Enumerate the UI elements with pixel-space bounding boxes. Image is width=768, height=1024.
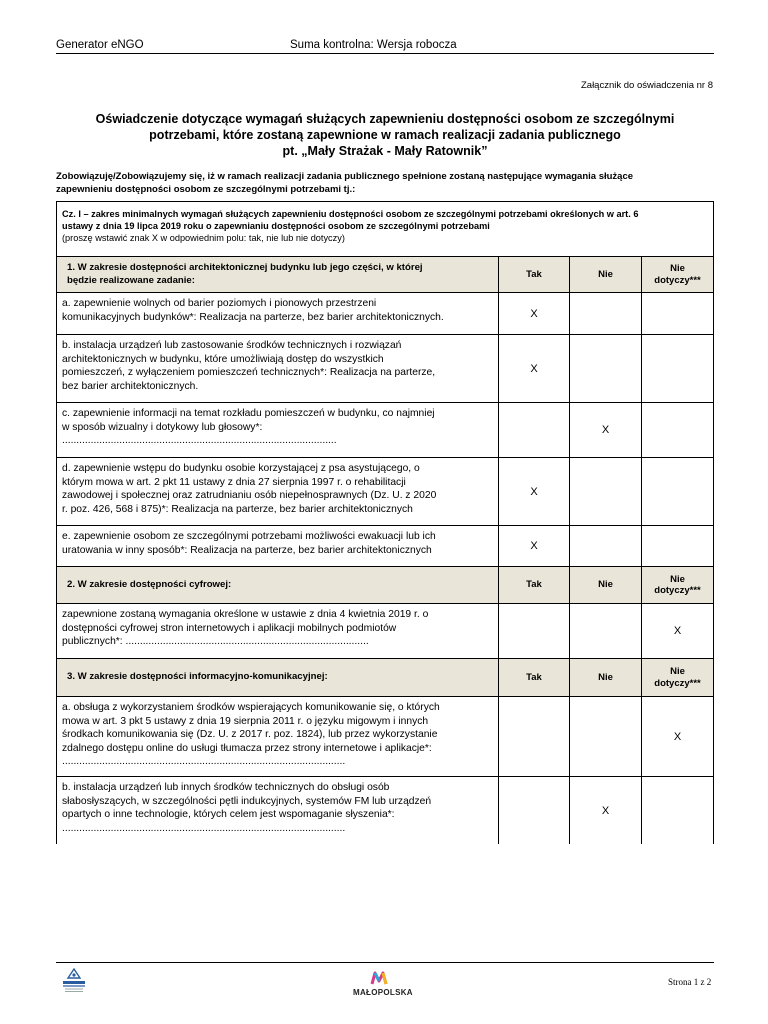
text-line: zdalnego dostępu online do usługi tłumacza przez strony internetowe i aplikacje*: [62,742,432,754]
column-no-header: Nie [570,257,642,292]
text-line: zapewnione zostaną wymagania określone w ustawie z dnia 4 kwietnia 2019 r. o [62,609,429,620]
text-line: architektonicznych w budynku, które umożliwiają dostęp do wszystkich [62,353,384,365]
na-cell [642,403,713,457]
na-label: dotyczy*** [654,585,701,596]
requirements-table [56,201,714,844]
column-yes-header: Tak [499,257,570,292]
no-cell [570,335,642,402]
na-label: Nie [670,573,685,585]
na-cell [642,335,713,402]
na-cell: X [673,730,682,743]
text-line: dostępności cyfrowej stron internetowych i aplikacji mobilnych podmiotów [62,622,397,634]
section-title [57,257,499,292]
yes-cell: X [499,293,570,334]
text-line: którym mowa w art. 2 pkt 11 ustawy z dnia 27 sierpnia 1997 r. o rehabilitacji [62,476,406,488]
text-line: r. poz. 426, 568 i 875)*: Realizacja na parterze, bez barier architektonicznych [62,503,413,515]
yes-cell: X [499,335,570,402]
section-title [57,659,499,696]
requirement-text [57,777,499,844]
title-line: pt. „Mały Strażak - Mały Ratownik” [282,144,488,158]
no-cell [570,604,642,658]
table-row [57,777,713,844]
text-line: b. instalacja urządzeń lub zastosowanie środków technicznych i rozwiązań [62,340,402,351]
text-line: e. zapewnienie osobom ze szczególnymi potrzebami możliwości ewakuacji lub ich [62,531,436,542]
na-label: Nie [670,666,685,677]
section-title-line: 3. W zakresie dostępności informacyjno-komunikacyjnej: [67,671,328,683]
column-yes-header: Tak [499,659,570,696]
text-line: publicznych*: ..................................................................................... [62,636,369,647]
column-na-header [642,567,713,603]
requirement-text [57,458,499,525]
column-no-header: Nie [570,659,642,696]
text-line: bez barier architektonicznych. [62,380,199,392]
document-title [80,111,690,159]
section-header [57,659,713,697]
delta-partner-logo-icon [59,966,89,996]
intro-line: Zobowiązuję/Zobowiązujemy się, iż w ramach realizacji zadania publicznego spełnione zostaną następujące wymagania służące [56,171,634,182]
table-row [57,293,713,335]
text-line: słabosłyszących, w szczególności pętli indukcyjnych, systemów FM lub urządzeń [62,795,432,807]
requirement-text [57,604,499,658]
requirement-text [57,697,499,776]
section-title-line: 1. W zakresie dostępności architektonicznej budynku lub jego części, w której [67,262,423,273]
no-cell [570,697,642,776]
page-header [56,38,714,54]
intro-text [56,171,706,196]
text-line: ................................................................................................... [62,756,346,767]
part-one-title: Cz. I – zakres minimalnych wymagań służących zapewnieniu dostępności osobom ze szczególnymi potrzebami określonych w art. 6 [62,209,639,219]
yes-cell [499,777,570,844]
text-line: d. zapewnienie wstępu do budynku osobie korzystającej z psa asystującego, o [62,463,420,474]
no-cell [570,458,642,525]
table-row [57,335,713,403]
page-number: Strona 1 z 2 [668,977,712,987]
yes-cell: X [499,526,570,566]
text-line: a. obsługa z wykorzystaniem środków wspierających komunikowanie się, o których [62,702,440,713]
part-one-note: (proszę wstawić znak X w odpowiednim polu: tak, nie lub nie dotyczy) [62,233,345,243]
title-line: Oświadczenie dotyczące wymagań służących zapewnieniu dostępności osobom ze szczególnymi [95,112,675,126]
na-cell [642,777,713,844]
yes-cell [499,604,570,658]
requirement-text [57,293,499,334]
text-line: a. zapewnienie wolnych od barier poziomych i pionowych przestrzeni [62,298,377,309]
na-cell [642,293,713,334]
table-row [57,604,713,659]
text-line: b. instalacja urządzeń lub innych środków technicznych do obsługi osób [62,782,390,793]
section-header [57,257,713,293]
section-header [57,567,713,604]
requirement-text [57,335,499,402]
table-row [57,526,713,567]
header-app-name: Generator eNGO [56,39,144,51]
na-label: dotyczy*** [654,677,701,689]
text-line: w sposób wizualny i dotykowy lub głosowy*: [62,421,263,433]
column-no-header: Nie [570,567,642,603]
title-line: potrzebami, które zostaną zapewnione w ramach realizacji zadania publicznego [149,128,621,142]
text-line: pomieszczeń, z wyłączeniem pomieszczeń technicznych*: Realizacja na parterze, [62,367,436,378]
table-row [57,697,713,777]
na-label: Nie [670,263,685,274]
part-one-title: ustawy z dnia 19 lipca 2019 roku o zapewnianiu dostępności osobom ze szczególnymi potrzebami [62,221,490,231]
text-line: środkach komunikowania się (Dz. U. z 2017 r. poz. 1824), lub przez wykorzystanie [62,729,438,740]
header-checksum: Suma kontrolna: Wersja robocza [290,39,457,51]
requirement-text [57,526,499,566]
na-cell [642,526,713,566]
na-cell: X [673,625,682,637]
text-line: uratowania w inny sposób*: Realizacja na parterze, bez barier architektonicznych [62,544,432,556]
footer-divider [56,962,714,963]
no-cell [570,526,642,566]
yes-cell: X [499,458,570,525]
table-row [57,403,713,458]
yes-cell [499,403,570,457]
no-cell: X [570,403,642,457]
column-na-header [642,659,713,696]
text-line: opartych o inne technologie, których celem jest wspomaganie słyszenia*: [62,809,395,820]
part-one-header [57,202,713,257]
annex-label: Załącznik do oświadczenia nr 8 [580,80,713,91]
text-line: ................................................................................................... [62,822,346,834]
text-line: zawodowej i społecznej oraz zatrudnianiu osób niepełnosprawnych (Dz. U. z 2020 [62,490,437,501]
text-line: komunikacyjnych budynków*: Realizacja na parterze, bez barier architektonicznych. [62,311,444,323]
section-title-line: 2. W zakresie dostępności cyfrowej: [67,578,232,590]
no-cell: X [570,777,642,844]
malopolska-logo-text: MAŁOPOLSKA [353,988,413,997]
no-cell [570,293,642,334]
text-line: mowa w art. 3 pkt 5 ustawy z dnia 19 sierpnia 2011 r. o języku migowym i innych [62,715,429,727]
table-row [57,458,713,526]
text-line: c. zapewnienie informacji na temat rozkładu pomieszczeń w budynku, co najmniej [62,408,435,419]
na-label: dotyczy*** [654,274,701,286]
section-title-line: będzie realizowane zadanie: [67,274,195,286]
na-cell [642,458,713,525]
requirement-text [57,403,499,457]
intro-line: zapewnieniu dostępności osobom ze szczególnymi potrzebami tj.: [56,183,356,195]
column-yes-header: Tak [499,567,570,603]
section-title [57,567,499,603]
yes-cell [499,697,570,776]
column-na-header [642,257,713,292]
text-line: ................................................................................................ [62,435,337,446]
